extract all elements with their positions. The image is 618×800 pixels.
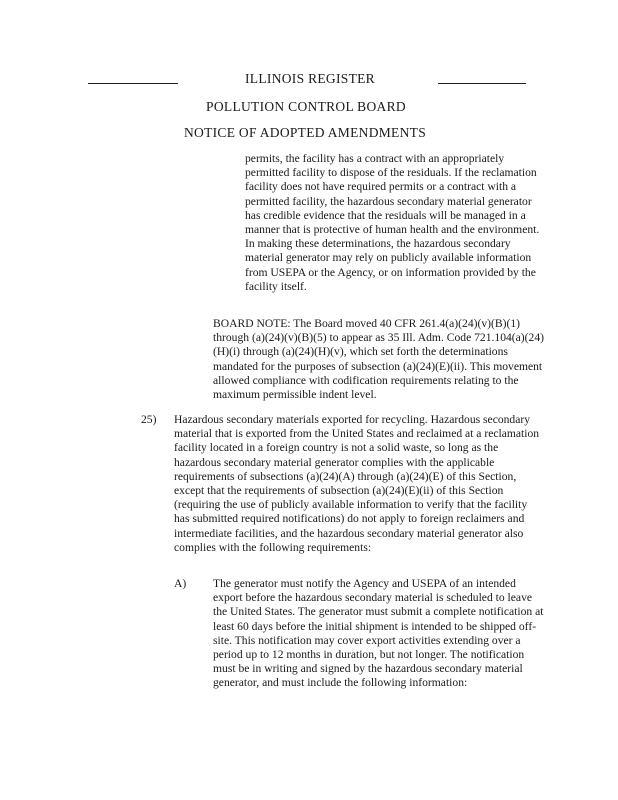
- notice-title: NOTICE OF ADOPTED AMENDMENTS: [183, 125, 427, 140]
- continuation-paragraph: permits, the facility has a contract with an appropriately permitted facility to dispose of the residuals. If the reclamation facility does not have required permits or a contract with a permitted facility, the hazardous secondary material generator has credible evidence that the residuals will be managed in a manner that is protective of human health and the environment. In making these determinations, the hazardous secondary material generator may rely on publicly available information from USEPA or the Agency, or on information provided by the facility itself.: [245, 152, 540, 293]
- item-25-text: Hazardous secondary materials exported for recycling. Hazardous secondary material that is exported from the United States and reclaimed at a reclamation facility located in a foreign country is not a solid waste, so long as the hazardous secondary material generator complies with the applicable requirements of subsections (a)(24)(A) through (a)(24)(E) of this Section, except that the requirements of subsection (a)(24)(E)(ii) of this Section (requiring the use of publicly available information to verify that the facility has submitted required notifications) do not apply to foreign reclaimers and intermediate facilities, and the hazardous secondary material generator also complies with the following requirements:: [174, 413, 540, 554]
- register-title: ILLINOIS REGISTER: [245, 71, 375, 86]
- board-name: POLLUTION CONTROL BOARD: [206, 99, 406, 114]
- item-a-text: The generator must notify the Agency and USEPA of an intended export before the hazardous secondary material is scheduled to leave the United States. The generator must submit a complete notification at least 60 days before the initial shipment is intended to be shipped off-site. This notification may cover export activities extending over a period up to 12 months in duration, but not longer. The notification must be in writing and signed by the hazardous secondary material generator, and must include the following information:: [213, 577, 544, 690]
- board-note: BOARD NOTE: The Board moved 40 CFR 261.4(a)(24)(v)(B)(1) through (a)(24)(v)(B)(5) to appear as 35 Ill. Adm. Code 721.104(a)(24)(H)(i) through (a)(24)(H)(v), which set forth the determinations mandated for the purposes of subsection (a)(24)(E)(ii). This movement allowed compliance with codification requirements relating to the maximum permissible indent level.: [213, 317, 544, 402]
- item-a-label: A): [174, 577, 187, 590]
- item-25-label: 25): [141, 413, 157, 426]
